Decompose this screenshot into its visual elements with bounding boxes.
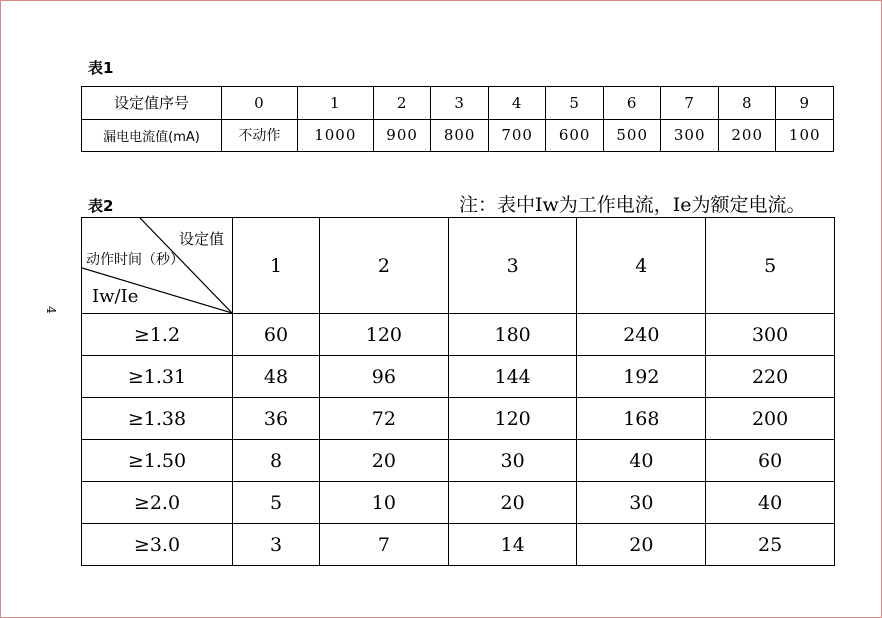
table2-row-label: ≥1.2 <box>82 314 233 356</box>
table2-column-header: 1 <box>233 218 320 314</box>
table1-current-cell: 900 <box>373 119 431 152</box>
table2-cell: 20 <box>448 482 577 524</box>
table1-caption: 表1 <box>88 59 114 77</box>
table2-cell: 14 <box>448 524 577 566</box>
table2-cell: 7 <box>320 524 449 566</box>
table2-cell: 8 <box>233 440 320 482</box>
table2-cell: 5 <box>233 482 320 524</box>
table1-setting-cell: 9 <box>776 87 834 120</box>
table1-current-cell: 不动作 <box>222 119 298 152</box>
page-number: 4 <box>43 306 58 314</box>
table1-row-currents <box>82 119 834 152</box>
table2-cell: 40 <box>577 440 706 482</box>
table2-header-row <box>82 218 835 314</box>
table2-cell: 96 <box>320 356 449 398</box>
table2-row-label: ≥2.0 <box>82 482 233 524</box>
table2-cell: 48 <box>233 356 320 398</box>
table1-setting-cell: 2 <box>373 87 431 120</box>
table2-cell: 200 <box>706 398 835 440</box>
table1-row-header: 设定值序号 <box>82 87 222 120</box>
table2-cell: 120 <box>320 314 449 356</box>
table1-current-cell: 500 <box>603 119 661 152</box>
note-text: 注：表中Iw为工作电流，Ie为额定电流。 <box>459 194 806 216</box>
table1-setting-cell: 5 <box>546 87 604 120</box>
table1-current-cell: 100 <box>776 119 834 152</box>
table1-row-settings <box>82 87 834 120</box>
table2-row-label: ≥1.31 <box>82 356 233 398</box>
table2-cell: 72 <box>320 398 449 440</box>
table1-current-cell: 600 <box>546 119 604 152</box>
table1-current-cell: 700 <box>488 119 546 152</box>
table2-cell: 120 <box>448 398 577 440</box>
table2-row-label: ≥1.50 <box>82 440 233 482</box>
table2-row-label: ≥1.38 <box>82 398 233 440</box>
table2-cell: 20 <box>320 440 449 482</box>
table-row <box>82 482 835 524</box>
table2-cell: 36 <box>233 398 320 440</box>
table2-cell: 168 <box>577 398 706 440</box>
table2-cell: 20 <box>577 524 706 566</box>
table2-column-header: 2 <box>320 218 449 314</box>
table2-cell: 25 <box>706 524 835 566</box>
table1-current-cell: 300 <box>661 119 719 152</box>
table2-cell: 60 <box>706 440 835 482</box>
table2-cell: 40 <box>706 482 835 524</box>
table2-cell: 192 <box>577 356 706 398</box>
table1-current-cell: 800 <box>431 119 489 152</box>
table2-corner-cell <box>82 218 233 314</box>
table2-row-label: ≥3.0 <box>82 524 233 566</box>
corner-label-setting: 设定值 <box>178 230 224 248</box>
table2-cell: 144 <box>448 356 577 398</box>
table1-setting-cell: 1 <box>297 87 373 120</box>
table1-setting-cell: 6 <box>603 87 661 120</box>
table-row <box>82 356 835 398</box>
table2-cell: 220 <box>706 356 835 398</box>
table-row <box>82 524 835 566</box>
corner-label-ratio: Iw/Ie <box>92 286 139 307</box>
table1-leakage-current <box>81 86 834 152</box>
table2-cell: 30 <box>577 482 706 524</box>
table2-cell: 240 <box>577 314 706 356</box>
table-row <box>82 398 835 440</box>
table1-current-cell: 200 <box>718 119 776 152</box>
table2-action-time <box>81 217 835 566</box>
table-row <box>82 440 835 482</box>
table2-column-header: 3 <box>448 218 577 314</box>
table2-column-header: 4 <box>577 218 706 314</box>
table2-cell: 10 <box>320 482 449 524</box>
table1-setting-cell: 7 <box>661 87 719 120</box>
table2-column-header: 5 <box>706 218 835 314</box>
table2-caption: 表2 <box>88 197 114 215</box>
table1-setting-cell: 4 <box>488 87 546 120</box>
table2-cell: 3 <box>233 524 320 566</box>
corner-label-time: 动作时间（秒） <box>86 252 184 268</box>
table2-cell: 300 <box>706 314 835 356</box>
table1-current-cell: 1000 <box>297 119 373 152</box>
table-row <box>82 314 835 356</box>
table2-cell: 180 <box>448 314 577 356</box>
table1-setting-cell: 8 <box>718 87 776 120</box>
table1-row-header: 漏电电流值(mA) <box>82 119 222 152</box>
table1-setting-cell: 0 <box>222 87 298 120</box>
table2-cell: 60 <box>233 314 320 356</box>
table2-cell: 30 <box>448 440 577 482</box>
table1-setting-cell: 3 <box>431 87 489 120</box>
